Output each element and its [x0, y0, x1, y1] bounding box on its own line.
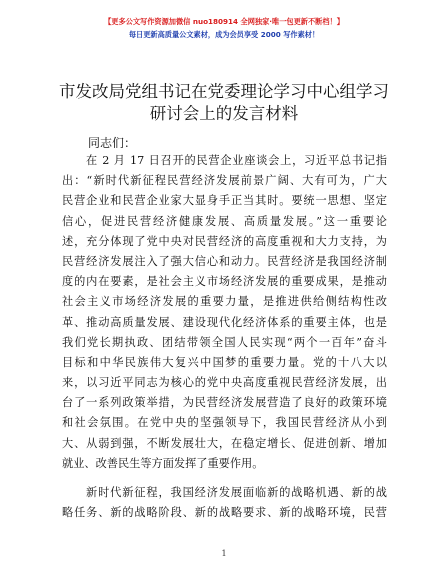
paragraph-line: 信心，促进民营经济健康发展、高质量发展。”这一重要论	[62, 214, 387, 228]
page-number: 1	[221, 549, 227, 558]
paragraph-line: 度的内在要素，是社会主义市场经济发展的重要成果，是推动	[62, 275, 387, 289]
paragraph-line: 台了一系列政策举措，为民营经济发展营造了良好的政策环境	[62, 396, 387, 410]
paragraph-2	[62, 483, 387, 523]
document-title-line-1: 市发改局党组书记在党委理论学习中心组学习	[59, 82, 389, 101]
paragraph-line: 革、推动高质量发展、建设现代化经济体系的重要主体，也是	[62, 315, 387, 329]
paragraph-line: 新时代新征程，我国经济发展面临新的战略机遇、新的战	[86, 486, 387, 499]
paragraph-line: 大、从弱到强，不断发展壮大，在稳定增长、促进创新、增加	[62, 436, 387, 450]
paragraph-line: 就业、改善民生等方面发挥了重要作用。	[62, 456, 264, 470]
paragraph-line: 我们党长期执政、团结带领全国人民实现“两个一百年”奋斗	[62, 335, 387, 349]
paragraph-line: 社会主义市场经济发展的重要力量，是推进供给侧结构性改	[62, 295, 387, 309]
paragraph-line: 在 2 月 17 日召开的民营企业座谈会上，习近平总书记指	[86, 154, 387, 167]
promo-banner-line-2: 每日更新高质量公文素材，成为会员享受 2000 写作素材！	[128, 30, 320, 39]
paragraph-line: 民营经济发展注入了强大信心和动力。民营经济是我国经济制	[62, 254, 387, 268]
paragraph-line: 略任务、新的战略阶段、新的战略要求、新的战略环境，民营	[62, 506, 387, 520]
paragraph-1	[62, 151, 387, 474]
paragraph-line: 出：“新时代新征程民营经济发展前景广阔、大有可为，广大	[62, 174, 387, 188]
promo-banner-line-1: 【更多公文写作资源加微信 nuo180914 全网独家·唯一包更新不断档！】	[104, 17, 344, 26]
paragraph-line: 来，以习近平同志为核心的党中央高度重视民营经济发展，出	[62, 376, 387, 390]
paragraph-line: 述，充分体现了党中央对民营经济的高度重视和大力支持，为	[62, 234, 387, 248]
paragraph-line: 民营企业和民营企业家大显身手正当其时。要统一思想、坚定	[62, 194, 387, 208]
paragraph-line: 目标和中华民族伟大复兴中国梦的重要力量。党的十八大以	[62, 355, 387, 369]
document-title-line-2: 研讨会上的发言材料	[149, 104, 299, 123]
paragraph-line: 和社会氛围。在党中央的坚强领导下，我国民营经济从小到	[62, 416, 387, 430]
salutation: 同志们：	[88, 136, 137, 150]
